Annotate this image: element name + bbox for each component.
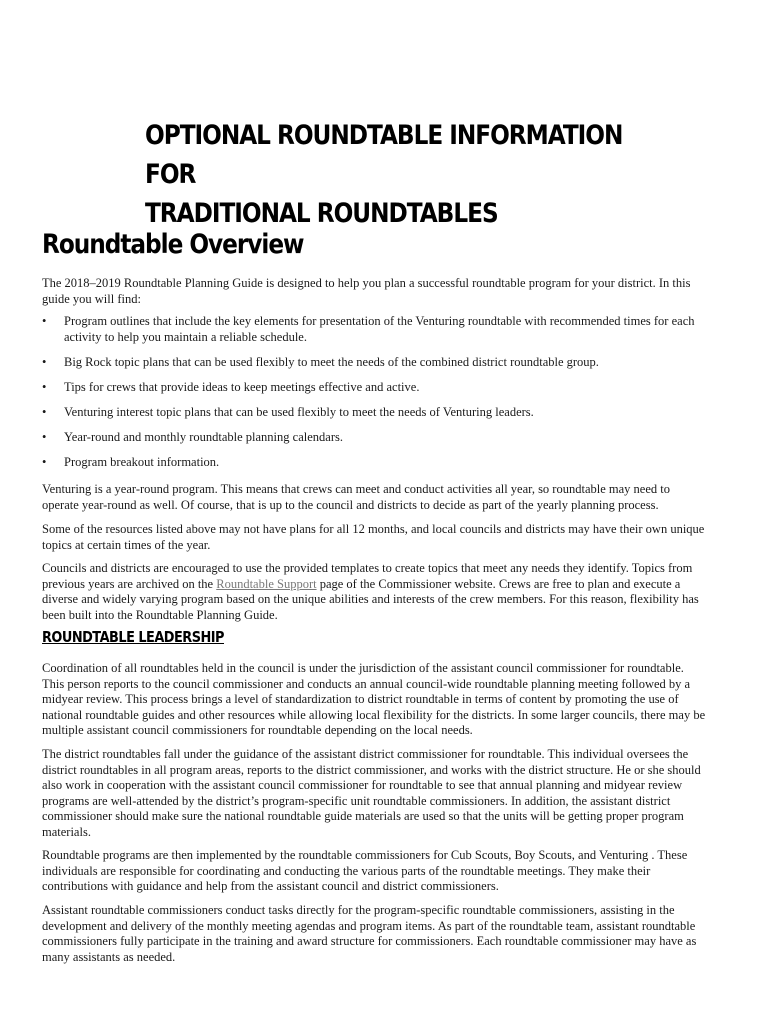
councils-paragraph [42, 561, 706, 623]
bullet-icon: • [42, 379, 47, 394]
venturing-paragraph: Venturing is a year-round program. This means that crews can meet and conduct activities all year, so roundtable may need to operate year-round as well. Of course, that is up to the council and districts to decide as part of the yearly planning process. [42, 482, 670, 512]
section-title-overview: Roundtable Overview [42, 229, 304, 260]
roundtable-leadership-heading: ROUNDTABLE LEADERSHIP [42, 628, 224, 646]
list-item-text: Program breakout information. [64, 455, 220, 470]
programs-paragraph: Roundtable programs are then implemented by the roundtable commissioners for Cub Scouts, Boy Scouts, and Venturing . These individuals are responsible for coordinating and conducting the various parts of the roundtable meetings. They make their contributions with guidance and help from the assistant council and district commissioners. [42, 848, 688, 894]
bullet-icon: • [42, 404, 47, 419]
list-item-text: Venturing interest topic plans that can be used flexibly to meet the needs of Venturing leaders. [64, 404, 534, 419]
page-title-line-2: TRADITIONAL ROUNDTABLES [145, 198, 498, 229]
district-paragraph: The district roundtables fall under the guidance of the assistant district commissioner for roundtable. This individual oversees the district roundtables in all program areas, reports to the district commissioner, and works with the district structure. He or she should also work in cooperation with the assistant council commissioner for roundtable to see that annual planning and midyear review programs are well-attended by the district’s program-specific unit roundtable commissioners. In addition, the assistant district commissioner should make sure the national roundtable guide materials are used so that the units will be getting proper program materials. [42, 747, 701, 839]
resources-paragraph: Some of the resources listed above may not have plans for all 12 months, and local councils and districts may have their own unique topics at certain times of the year. [42, 522, 705, 552]
councils-text-end: page of the Commissioner website. Crews are free to plan and execute a diverse and widely varying program based on the unique abilities and interests of the crew members. For this reason, flexibility has been built into the Roundtable Planning Guide. [42, 576, 699, 622]
intro-paragraph: The 2018–2019 Roundtable Planning Guide is designed to help you plan a successful roundtable program for your district. In this guide you will find: [42, 276, 691, 306]
list-item-text: Big Rock topic plans that can be used flexibly to meet the needs of the combined district roundtable group. [64, 354, 599, 369]
bullet-icon: • [42, 314, 47, 328]
list-item [42, 405, 706, 421]
list-item [42, 380, 706, 396]
assistant-paragraph: Assistant roundtable commissioners conduct tasks directly for the program-specific roundtable commissioners, assisting in the development and delivery of the monthly meeting agendas and program items. As part of the roundtable team, assistant roundtable commissioners fully participate in the training and award structure for commissioners. Each roundtable commissioner may have as many assistants as needed. [42, 903, 697, 964]
list-item [42, 455, 706, 471]
roundtable-support-link[interactable]: Roundtable Support [216, 576, 317, 591]
feature-list [42, 314, 706, 480]
list-item-text: Tips for crews that provide ideas to keep meetings effective and active. [64, 379, 420, 394]
list-item [42, 430, 706, 446]
list-item [42, 355, 706, 371]
list-item-text: Year-round and monthly roundtable planning calendars. [64, 429, 343, 444]
coordination-paragraph: Coordination of all roundtables held in the council is under the jurisdiction of the assistant council commissioner for roundtable. This person reports to the council commissioner and conducts an annual council-wide roundtable planning meeting followed by a midyear review. This process brings a level of standardization to district roundtable in terms of content by promoting the use of national roundtable guides and other resources while allowing local flexibility for the districts. In some larger councils, there may be multiple assistant council commissioners for roundtable depending on the local needs. [42, 661, 706, 738]
bullet-icon: • [42, 455, 47, 470]
page-title [145, 116, 661, 233]
list-item [42, 314, 706, 345]
bullet-icon: • [42, 354, 47, 369]
councils-text-start: Councils and districts are encouraged to use the provided templates to create topics that meet any needs they identify. Topics from previous years are archived on the [42, 561, 693, 591]
list-item-text: Program outlines that include the key elements for presentation of the Venturing roundtable with recommended times for each activity to help you maintain a reliable schedule. [64, 314, 695, 344]
page-title-line-1: OPTIONAL ROUNDTABLE INFORMATION FOR [145, 120, 623, 190]
bullet-icon: • [42, 429, 47, 444]
